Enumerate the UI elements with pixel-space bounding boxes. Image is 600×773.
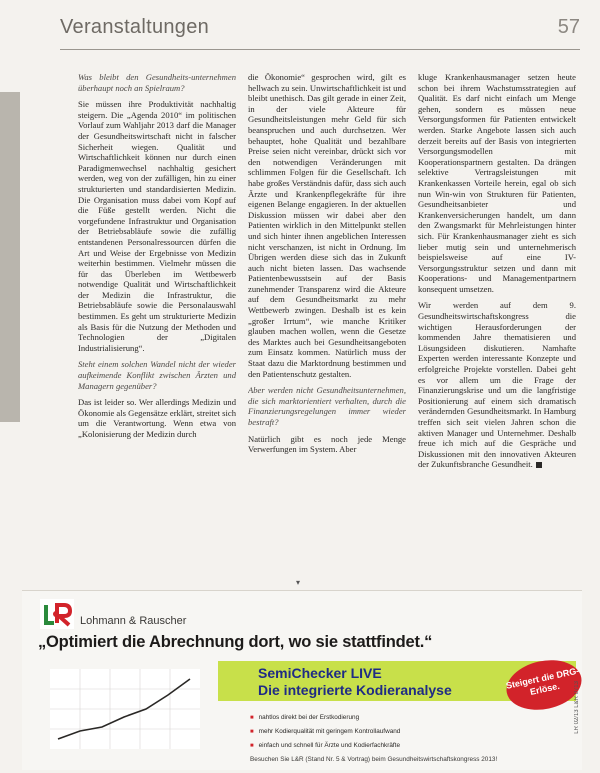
fold-mark-icon: ▾ <box>296 578 301 587</box>
interview-answer: Sie müssen ihre Produktivität nachhaltig steigern. Die „Agenda 2010“ im politischen Vorlauf zum Wahljahr 2013 darf die Manager der Gesundheitswirtschaft nicht in falscher Sicherheit wiegen. Qualität und Wirtschaftlichkeit können nur durch einen Paradigmenwechsel nachhaltig gesichert werden, weg von der zufälligen, hin zu einer strukturierten und standardisierten Medizin. Die Organisation muss dabei vom Kopf auf die Füße gestellt werden. Nicht die vorgefundene Infrastruktur und Organisation der Betriebsabläufe sowie die zufällig entstandenen Personalressourcen dürfen die Art und Weise der Ergebnisse von Medizin weiterhin bestimmen. Vielmehr müssen die für das Überleben im Wettbewerb notwendige Qualität und Wirtschaftlichkeit der Medizin die Infrastruktur, die Betriebsabläufe sowie die Personalauswahl bestimmen. Es geht um strukturierte Medizin als Basis für die Nutzung der Methoden und Technologien der „Digitalen Industrialisierung“. <box>78 99 236 353</box>
feature-item: ■ mehr Kodierqualität mit geringem Kontrollaufwand <box>250 725 570 739</box>
page-header <box>60 14 580 50</box>
product-subhead: Die integrierte Kodieranalyse <box>258 682 452 698</box>
article-column-3 <box>418 72 576 580</box>
feature-item: ■ nahtlos direkt bei der Erstkodierung <box>250 711 570 725</box>
feature-item: ■ einfach und schnell für Ärzte und Kodierfachkräfte <box>250 739 570 753</box>
page-number: 57 <box>557 16 580 38</box>
interview-answer-final <box>418 300 576 470</box>
article-body <box>78 72 580 580</box>
ad-code: LR 02/13 L&R 0713 <box>574 681 580 734</box>
interview-answer: kluge Krankenhausmanager setzen heute schon bei ihrem Wachstumsstrategien auf Qualität. Es darf nicht einfach um Menge gehen, sondern es müssen neue Versorgungsformen für Patienten entwickelt werden. Starke Angebote lassen sich auch derzeit bereits auf der Basis von integrierten Versorgungsmodellen mit Kooperationspartnern gestalten. Da drängen selektive Vertragsleistungen mit Krankenkassen Vorteile herein, egal ob sich nun Win-win von Strukturen für Patienten, Gesundheitsanbieter und Krankenversicherungen handelt, um dann den Zwangsmarkt für Mehrleistungen hinter sich. Für Krankenhausmanager zieht es sich lieber mutig sein und unternehmerisch beispielsweise auf eine IV-Versorgungsstruktur setzen und dann mit Kooperations- und Managementpartnern konsequent umsetzen. <box>418 72 576 294</box>
promo-badge: Steigert die DRG-Erlöse. <box>502 654 582 717</box>
interview-answer: die Ökonomie“ gesprochen wird, gilt es hellwach zu sein. Unwirtschaftlichkeit ist und bleibt unethisch. Das gilt gerade in einer Zeit, in der viele Akteure für Gesundheitsleistungen mehr Geld für sich beanspruchen und auch durchsetzen. Wer behauptet, hohe Qualität und bezahlbare Preise seien nicht vereinbar, drückt sich vor den notwendigen Veränderungen mit schlimmen Folgen für die Gesellschaft. Ich habe großes Verständnis dafür, dass sich auch Ärzte und Krankenpflegekräfte für ihre eigenen Belange engagieren. In der aktuellen Diskussion müssen wir dabei aber den Patienten wirklich in den Mittelpunkt stellen und sich hinter ihnen angeblichen Interessen nicht verschanzen, ist nicht in Ordnung. Im Übrigen werden diese sich das in Zukunft auch nicht bieten lassen. Das wachsende Patientenbewusstsein auf der Basis zunehmender Transparenz wird die Akteure auf dem Gesundheitsmarkt zu mehr Wettbewerb zwingen. Deshalb ist es kein „großer Irrtum“, wie manche Kritiker glauben machen wollen, wenn die Gesetze des Marktes auch bei Gesundheitsangeboten zum Einsatz kommen. Natürlich muss der Staat dazu die Marktordnung bestimmen und den Patientenschutz gestalten. <box>248 72 406 379</box>
ad-footer: Besuchen Sie L&R (Stand Nr. 5 & Vortrag) beim Gesundheitswirtschaftskongress 2013! <box>250 756 498 763</box>
advertisement <box>22 590 582 770</box>
interview-question: Steht einem solchen Wandel nicht der wieder aufkeimende Konflikt zwischen Ärzten und Managern gegenüber? <box>78 359 236 391</box>
article-column-2 <box>248 72 406 580</box>
interview-answer: Natürlich gibt es noch jede Menge Verwerfungen im System. Aber <box>248 433 406 455</box>
article-column-1 <box>78 72 236 580</box>
rising-chart-icon <box>50 669 200 749</box>
interview-answer: Das ist leider so. Wer allerdings Medizin und Ökonomie als Gegensätze erklärt, streitet sich um die Verantwortung. Wenn etwa von „Kolonisierung der Medizin durch <box>78 397 236 439</box>
section-title: Veranstaltungen <box>60 16 210 38</box>
lr-logo-icon <box>40 599 74 629</box>
interview-question: Was bleibt den Gesundheits-unternehmen überhaupt noch an Spielraum? <box>78 72 236 93</box>
product-name: SemiChecker LIVE <box>258 665 382 681</box>
margin-bar <box>0 92 20 422</box>
interview-question: Aber werden nicht Gesundheitsunternehmen, die sich marktorientiert verhalten, durch die Finanzierungsregelungen immer wieder bestraft? <box>248 385 406 427</box>
ad-company-name: Lohmann & Rauscher <box>80 615 187 627</box>
feature-list <box>250 711 570 753</box>
end-mark-icon <box>536 462 542 468</box>
final-answer-text: Wir werden auf dem 9. Gesundheitswirtschaftskongress die wichtigen Herausforderungen der kommenden Jahre thematisieren und Lösungsideen diskutieren. Namhafte Experten werden interessante Konzepte und erfolgreiche Projekte vorstellen. Dabei geht es vor allem um die Frage der Finanzierungskrise und um die langfristige Positionierung auf einem sich dramatisch verändernden Gesundheitsmarkt. In Hamburg treffen sich seit vielen Jahren schon die aktiven Manager und Unternehmer. Deshalb freue ich mich auf die Gespräche und Diskussionen mit den innovativen Akteuren der Zukunftsbranche Gesundheit. <box>418 300 576 470</box>
ad-headline: „Optimiert die Abrechnung dort, wo sie stattfindet.“ <box>38 633 433 651</box>
